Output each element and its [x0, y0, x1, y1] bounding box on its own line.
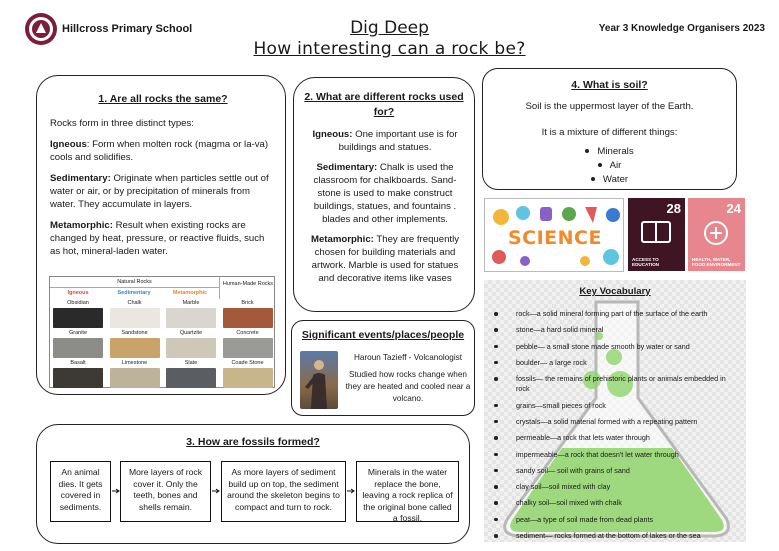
page-title: Dig Deep	[350, 18, 429, 38]
sdg-24-number: 24	[726, 201, 741, 216]
vocabulary-text: boulder— a large rock	[516, 357, 587, 367]
vocabulary-text: fossils— the remains of prehistoric plants or animals embedded in rock	[516, 374, 726, 394]
vocabulary-item	[490, 342, 740, 352]
vocabulary-heading: Key Vocabulary	[579, 286, 651, 297]
rock-name: Brick	[241, 300, 254, 306]
rock-name: Slate	[184, 360, 198, 366]
rock-name: Granite	[68, 330, 88, 336]
vocabulary-text: grains—small pieces of rock	[516, 400, 606, 410]
bullet-icon	[494, 328, 498, 332]
sedimentary-term: Sedimentary:	[50, 173, 111, 184]
vocabulary-item	[490, 482, 740, 492]
vocabulary-item	[490, 433, 740, 443]
rock-photo	[166, 368, 216, 388]
fossil-step-1: An animal dies. It gets covered in sediments.	[50, 461, 111, 522]
rock-photo	[53, 368, 103, 388]
sdg-24-label: HEALTH, WATER, FOOD ENVIRONMENT	[692, 257, 741, 267]
rock-photo	[53, 308, 103, 328]
vocabulary-item	[490, 358, 740, 368]
uses-igneous-text: One important use is for buildings and statues.	[338, 129, 458, 153]
soil-mixture: It is a mixture of different things:	[541, 127, 678, 138]
sdg-28-number: 28	[666, 201, 681, 216]
vocabulary-item	[490, 374, 740, 394]
bullet-icon	[494, 361, 498, 365]
sdg-28-tile	[628, 198, 685, 271]
vocabulary-text: pebble— a small stone made smooth by water or sand	[516, 341, 690, 351]
bullet-icon	[494, 469, 498, 473]
uses-igneous-term: Igneous:	[312, 129, 353, 140]
vocabulary-text: peat—a type of soil made from dead plants	[516, 514, 654, 524]
vocabulary-list	[490, 309, 740, 547]
volcanologist-photo	[300, 351, 338, 409]
igneous-text: : Form when molten rock (magma or la-va) cools and solidifies.	[50, 139, 269, 163]
rock-cell	[220, 299, 276, 329]
uses-sedimentary-term: Sedimentary:	[316, 162, 378, 173]
arrow-right-icon	[212, 488, 220, 494]
vocabulary-text: sandy soil— soil with grains of sand	[516, 465, 630, 475]
bullet-icon	[598, 163, 602, 167]
bullet-icon	[494, 501, 498, 505]
bullet-icon	[591, 177, 595, 181]
rock-table	[49, 276, 275, 388]
bullet-icon	[494, 404, 498, 408]
rock-name: Marble	[182, 300, 200, 306]
soil-item	[483, 159, 736, 173]
fossils-card	[36, 424, 470, 544]
soil-item	[483, 145, 736, 159]
education-icon	[638, 218, 674, 248]
rock-types-intro: Rocks form in three distinct types:	[50, 118, 194, 129]
vocabulary-item	[490, 417, 740, 427]
vocabulary-text: crystals—a solid material formed with a repeating pattern	[516, 416, 698, 426]
vocabulary-text: clay soil—soil mixed with clay	[516, 482, 611, 492]
person-icon	[300, 351, 338, 409]
soil-item	[483, 173, 736, 187]
uses-sedimentary	[303, 161, 467, 226]
significant-events-card	[291, 320, 475, 416]
soil-definition: Soil is the uppermost layer of the Earth.	[525, 101, 694, 112]
vocabulary-item	[490, 466, 740, 476]
rock-photo	[53, 338, 103, 358]
rock-name: Basalt	[70, 360, 86, 366]
rock-name: Sandstone	[121, 330, 148, 336]
sdg-24-tile	[688, 198, 745, 271]
vocabulary-text: rock—a solid mineral forming part of the surface of the earth	[516, 309, 708, 318]
rock-photo	[223, 368, 273, 388]
rock-name: Limestone	[121, 360, 148, 366]
rock-name: Obsidian	[67, 300, 89, 306]
bullet-icon	[494, 377, 498, 381]
rock-name: Chalk	[127, 300, 142, 306]
natural-rocks-header: Natural Rocks	[50, 277, 219, 288]
vocabulary-item	[490, 531, 740, 541]
igneous-paragraph	[50, 138, 276, 164]
rock-name: Quartzite	[179, 330, 203, 336]
vocabulary-text: permeable—a rock that lets water through	[516, 433, 650, 443]
category-igneous: Igneous	[67, 290, 89, 296]
vocabulary-item	[490, 325, 740, 335]
category-metamorphic: Metamorphic	[172, 290, 208, 296]
vocabulary-item	[490, 498, 740, 508]
sedimentary-text: Originate when particles settle out of water or air, or by precipitation of minerals from water. They accumulate in layers.	[50, 173, 269, 210]
category-sedimentary: Sedimentary	[117, 290, 151, 296]
arrow-right-icon	[347, 488, 355, 494]
school-name: Hillcross Primary School	[62, 23, 193, 35]
vocabulary-item	[490, 515, 740, 525]
uses-sedimentary-text: Chalk is used the classroom for chalkboards. Sand-stone is used to make construct buildings, statues, and fountains . blades and other implements.	[313, 162, 457, 225]
bullet-icon	[494, 312, 498, 316]
soil-item-label: Air	[609, 160, 622, 171]
rock-photo	[223, 338, 273, 358]
rock-cell	[107, 359, 163, 389]
rock-photo	[110, 338, 160, 358]
bullet-icon	[585, 149, 589, 153]
rock-cell	[50, 329, 106, 359]
vocabulary-text: stone—a hard solid mineral	[516, 325, 604, 335]
rock-photo	[166, 338, 216, 358]
soil-item-label: Water	[602, 174, 629, 185]
bullet-icon	[494, 345, 498, 349]
rock-cell	[50, 359, 106, 389]
rock-cell	[107, 299, 163, 329]
rock-name: Concrete	[236, 330, 259, 336]
fossil-step-4: Minerals in the water replace the bone, leaving a rock replica of the original bone called a fossil.	[356, 461, 459, 522]
uses-metamorphic-text: They are frequently chosen for building materials and artwork. Marble is used for statues and decorative items like vases	[311, 234, 460, 284]
series-label: Year 3 Knowledge Organisers 2023	[598, 23, 765, 34]
science-image	[484, 198, 624, 272]
rock-types-card	[36, 75, 286, 395]
rock-table-header	[50, 277, 276, 299]
bullet-icon	[494, 485, 498, 489]
uses-metamorphic	[303, 233, 467, 285]
human-made-header: Human-Made Rocks	[219, 277, 276, 299]
rock-cell	[220, 359, 276, 389]
rock-name: Coade Stone	[231, 360, 264, 366]
rock-cell	[163, 329, 219, 359]
bullet-icon	[494, 518, 498, 522]
fossil-step-2: More layers of rock cover it. Only the teeth, bones and shells remain.	[120, 461, 211, 522]
uses-igneous	[303, 128, 467, 154]
soil-card	[482, 68, 737, 190]
rock-photo	[166, 308, 216, 328]
soil-list	[483, 145, 736, 187]
rock-cell	[163, 359, 219, 389]
science-word: SCIENCE	[507, 227, 602, 249]
rock-cell	[107, 329, 163, 359]
metamorphic-paragraph	[50, 219, 276, 258]
metamorphic-term: Metamorphic:	[50, 220, 113, 231]
events-heading: Significant events/places/people	[301, 329, 465, 341]
rock-cell	[163, 299, 219, 329]
vocabulary-item	[490, 450, 740, 460]
uses-metamorphic-term: Metamorphic:	[310, 234, 374, 245]
soil-heading: 4. What is soil?	[571, 79, 648, 91]
rock-photo	[110, 308, 160, 328]
vocabulary-item	[490, 309, 740, 319]
vocabulary-panel	[484, 280, 746, 542]
fossils-heading: 3. How are fossils formed?	[186, 436, 320, 448]
rock-cell	[220, 329, 276, 359]
metamorphic-text: Result when existing rocks are changed by heat, pressure, or reactive fluids, such as hot, mineral-laden water.	[50, 220, 265, 257]
health-icon	[698, 218, 734, 248]
soil-item-label: Minerals	[597, 146, 634, 157]
vocabulary-text: chalky soil—soil mixed with chalk	[516, 498, 622, 508]
sdg-28-label: ACCESS TO EDUCATION	[632, 257, 659, 267]
page-subtitle: How interesting can a rock be?	[253, 39, 526, 59]
person-name: Haroun Tazieff - Volcanologist	[353, 353, 463, 362]
sedimentary-paragraph	[50, 172, 276, 211]
rock-cell	[50, 299, 106, 329]
rock-types-heading: 1. Are all rocks the same?	[98, 93, 228, 105]
rock-uses-card	[293, 77, 475, 312]
rock-uses-heading: 2. What are different rocks used for?	[304, 91, 464, 118]
bullet-icon	[494, 420, 498, 424]
bullet-icon	[494, 436, 498, 440]
vocabulary-text: sediment— rocks formed at the bottom of lakes or the sea	[516, 531, 701, 541]
igneous-term: Igneous	[50, 139, 87, 150]
bullet-icon	[494, 453, 498, 457]
fossil-step-3: As more layers of sediment build up on top, the sediment around the skeleton begins to compact and turn to rock.	[221, 461, 346, 522]
bullet-icon	[494, 534, 498, 538]
vocabulary-text: impermeable—a rock that doesn't let water through	[516, 449, 679, 459]
rock-photo	[223, 308, 273, 328]
vocabulary-item	[490, 401, 740, 411]
rock-photo	[110, 368, 160, 388]
person-description: Studied how rocks change when they are heated and cooled near a volcano.	[345, 370, 471, 403]
arrow-right-icon	[112, 488, 120, 494]
